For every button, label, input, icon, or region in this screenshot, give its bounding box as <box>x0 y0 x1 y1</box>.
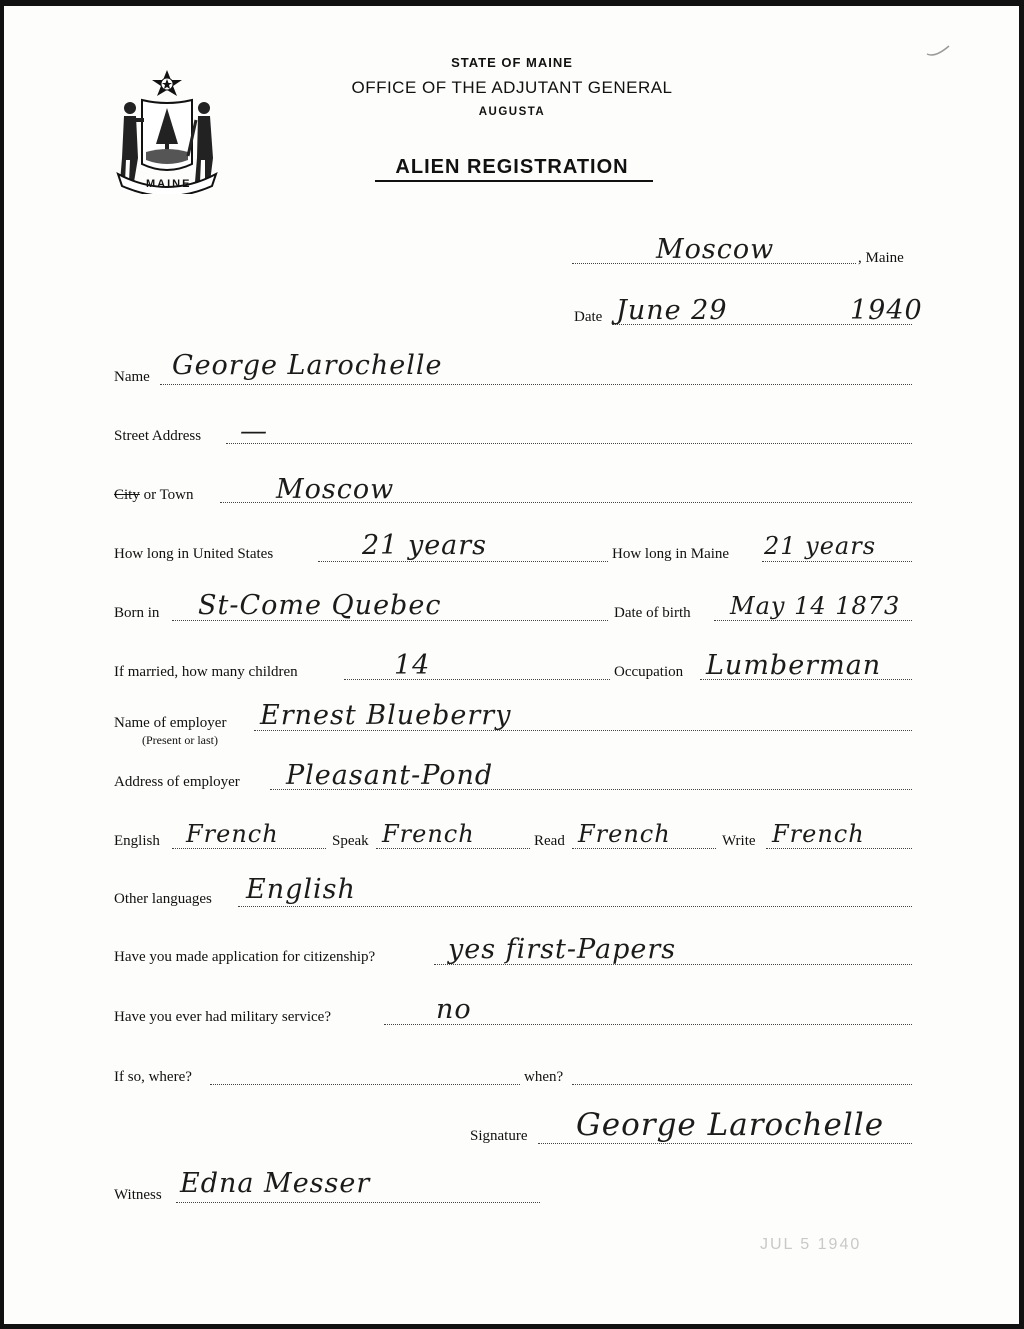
write-line <box>766 848 912 849</box>
dob-line <box>714 620 912 621</box>
military-label: Have you ever had military service? <box>114 1009 331 1025</box>
speak-line <box>376 848 530 849</box>
other-languages-line <box>238 906 912 907</box>
town-label-city-struck: City <box>114 487 140 503</box>
date-month-day: June 29 <box>616 295 728 326</box>
employer-address-value: Pleasant-Pond <box>286 760 494 791</box>
header-office: OFFICE OF THE ADJUTANT GENERAL <box>351 78 673 97</box>
when-line <box>572 1084 912 1085</box>
street-label: Street Address <box>114 428 202 444</box>
place-suffix: , Maine <box>858 250 904 266</box>
scan-border-right <box>1019 0 1024 1329</box>
dob-value: May 14 1873 <box>730 592 901 620</box>
signature-line <box>538 1143 912 1144</box>
signature-value: George Larochelle <box>576 1107 885 1143</box>
header-city: AUGUSTA <box>478 106 546 118</box>
write-label: Write <box>722 833 756 849</box>
when-label: when? <box>524 1069 564 1085</box>
date-label: Date <box>574 309 603 325</box>
military-value: no <box>436 994 472 1025</box>
place-value: Moscow <box>656 234 775 265</box>
town-label-rest: or Town <box>139 487 194 503</box>
citizenship-value: yes first-Papers <box>448 934 677 965</box>
employer-label: Name of employer <box>114 715 227 731</box>
read-value: French <box>578 820 671 848</box>
children-value: 14 <box>394 650 431 681</box>
name-line <box>160 384 912 385</box>
street-line <box>226 443 912 444</box>
signature-label: Signature <box>470 1128 528 1144</box>
where-label: If so, where? <box>114 1069 192 1085</box>
children-label: If married, how many children <box>114 664 298 680</box>
maine-years-line <box>762 561 912 562</box>
speak-value: French <box>382 820 475 848</box>
born-in-value: St-Come Quebec <box>198 590 442 621</box>
scan-border-left <box>0 0 4 1329</box>
where-line <box>210 1084 520 1085</box>
town-label <box>114 487 194 504</box>
read-line <box>572 848 716 849</box>
form-title: ALIEN REGISTRATION <box>395 156 629 178</box>
employer-value: Ernest Blueberry <box>260 700 512 731</box>
write-value: French <box>772 820 865 848</box>
speak-label: Speak <box>332 833 369 849</box>
seal-motto-text: MAINE <box>146 178 192 190</box>
occupation-label: Occupation <box>614 664 684 680</box>
date-year: 1940 <box>850 295 923 326</box>
english-value: French <box>186 820 279 848</box>
name-value: George Larochelle <box>172 350 443 381</box>
header-state: STATE OF MAINE <box>451 55 573 70</box>
witness-line <box>176 1202 540 1203</box>
maine-years-value: 21 years <box>764 532 877 560</box>
employer-sublabel: (Present or last) <box>142 733 218 747</box>
us-years-label: How long in United States <box>114 546 274 562</box>
citizenship-label: Have you made application for citizenship? <box>114 949 376 965</box>
occupation-value: Lumberman <box>706 650 882 681</box>
maine-years-label: How long in Maine <box>612 546 730 562</box>
us-years-value: 21 years <box>362 530 488 561</box>
children-line <box>344 679 610 680</box>
read-label: Read <box>534 833 565 849</box>
check-mark-icon <box>925 44 951 58</box>
name-label: Name <box>114 369 150 385</box>
witness-label: Witness <box>114 1187 162 1203</box>
dob-label: Date of birth <box>614 605 691 621</box>
town-value: Moscow <box>276 474 395 505</box>
scan-border-top <box>0 0 1024 6</box>
english-label: English <box>114 833 160 849</box>
other-languages-label: Other languages <box>114 891 212 907</box>
us-years-line <box>318 561 608 562</box>
street-value: — <box>240 416 268 447</box>
other-languages-value: English <box>246 874 356 905</box>
born-in-label: Born in <box>114 605 160 621</box>
english-line <box>172 848 326 849</box>
scan-border-bottom <box>0 1324 1024 1329</box>
title-underline <box>375 180 653 182</box>
employer-address-label: Address of employer <box>114 774 240 790</box>
received-date-stamp: JUL 5 1940 <box>760 1236 862 1253</box>
witness-value: Edna Messer <box>180 1168 371 1199</box>
